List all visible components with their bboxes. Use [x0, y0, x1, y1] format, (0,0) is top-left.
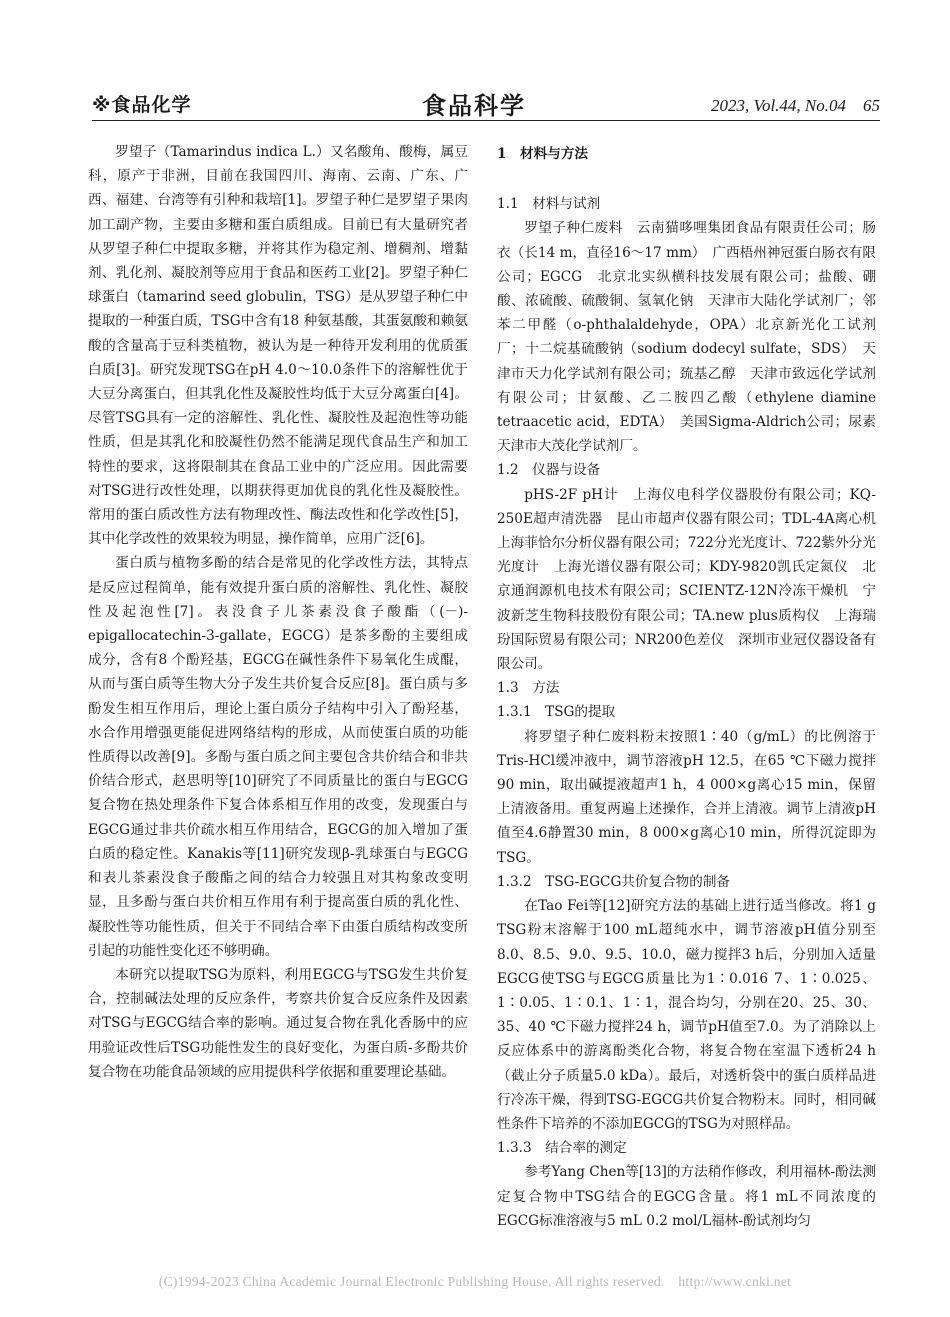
paragraph-complex-prep: 在Tao Fei等[12]研究方法的基础上进行适当修改。将1 g TSG粉末溶解于100 mL超纯水中，调节溶液pH值分别至8.0、8.5、9.0、9.5、10.0，磁力搅拌3 h后，分别加入适量EGCG使TSG与EGCG质量比为1∶0.016 7、1∶0.025、1∶0.05、1∶0.1、1∶1，混合均匀，分别在20、25、30、35、40 ℃下磁力搅拌24 h，调节pH值至7.0。为了消除以上反应体系中的游离酚类化合物，将复合物在室温下透析24 h（截止分子质量5.0 kDa）。最后，对透析袋中的蛋白质样品进行冷冻干燥，得到TSG-EGCG共价复合物粉末。同时，相同碱性条件下培养的不添加EGCG的TSG为对照样品。 — [497, 898, 876, 1132]
subsection-heading-1-1: 1.1 材料与试剂 — [497, 196, 601, 213]
copyright-footer: (C)1994-2023 China Academic Journal Electronic Publishing House. All rights reserved. http://www.cnki.net — [158, 1274, 792, 1289]
paragraph-intro-2: 蛋白质与植物多酚的结合是常见的化学改性方法，其特点是反应过程简单，能有效提升蛋白质的溶解性、乳化性、凝胶性及起泡性[7]。表没食子儿茶素没食子酸酯（(－)-epigallocatechin-3-gallate，EGCG）是茶多酚的主要组成成分，含有8 个酚羟基，EGCG在碱性条件下易氧化生成醌，从而与蛋白质等生物大分子发生共价复合反应[8]。蛋白质与多酚发生相互作用后，理论上蛋白质分子结构中引入了酚羟基，水合作用增强更能促进网络结构的形成，从而使蛋白质的功能性质得以改善[9]。多酚与蛋白质之间主要包含共价结合和非共价结合形式，赵思明等[10]研究了不同质量比的蛋白与EGCG复合物在热处理条件下复合体系相互作用的改变，发现蛋白与EGCG通过非共价疏水相互作用结合，EGCG的加入增加了蛋白质的稳定性。Kanakis等[11]研究发现β-乳球蛋白与EGCG和表儿茶素没食子酸酯之间的结合力较强且对其构象改变明显，且多酚与蛋白共价相互作用有利于提高蛋白质的乳化性、凝胶性等功能性质，但关于不同结合率下由蛋白质结构改变所引起的功能性变化还不够明确。 — [88, 555, 468, 959]
section-label: ※食品化学 — [92, 94, 192, 116]
paragraph-binding-rate: 参考Yang Chen等[13]的方法稍作修改，利用福林-酚法测定复合物中TSG结合的EGCG含量。将1 mL不同浓度的EGCG标准溶液与5 mL 0.2 mol/L福林-酚试剂均匀 — [497, 1164, 876, 1229]
subsection-heading-1-3-2: 1.3.2 TSG-EGCG共价复合物的制备 — [497, 873, 731, 890]
subsection-heading-1-3: 1.3 方法 — [497, 680, 560, 697]
left-column — [88, 140, 468, 1084]
paragraph-instruments: pHS-2F pH计 上海仪电科学仪器股份有限公司；KQ-250E超声清洗器 昆山市超声仪器有限公司；TDL-4A离心机 上海菲恰尔分析仪器有限公司；722分光光度计、722紫外分光光度计 上海光谱仪器有限公司；KDY-9820凯氏定氮仪 北京通润源机电技术有限公司；SCIENTZ-12N冷冻干燥机 宁波新芝生物科技股份有限公司；TA.new plus质构仪 上海瑞玢国际贸易有限公司；NR200色差仪 深圳市业冠仪器设备有限公司。 — [497, 486, 890, 673]
paragraph-intro-3: 本研究以提取TSG为原料，利用EGCG与TSG发生共价复合，控制碱法处理的反应条件，考察共价复合反应条件及因素对TSG与EGCG结合率的影响。通过复合物在乳化香肠中的应用验证改性后TSG功能性发生的良好变化，为蛋白质-多酚共价复合物在功能食品领域的应用提供科学依据和重要理论基础。 — [88, 966, 468, 1080]
issue-info: 2023, Vol.44, No.04 65 — [710, 96, 880, 115]
journal-title: 食品科学 — [422, 92, 526, 120]
paragraph-intro-1: 罗望子（Tamarindus indica L.）又名酸角、酸梅，属豆科，原产于非洲，目前在我国四川、海南、云南、广东、广西、福建、台湾等有引种和栽培[1]。罗望子种仁是罗望子果肉加工副产物，主要由多糖和蛋白质组成。目前已有大量研究者从罗望子种仁中提取多糖，并将其作为稳定剂、增稠剂、增黏剂、乳化剂、凝胶剂等应用于食品和医药工业[2]。罗望子种仁球蛋白（tamarind seed globulin，TSG）是从罗望子种仁中提取的一种蛋白质，TSG中含有18 种氨基酸，其蛋氨酸和赖氨酸的含量高于豆科类植物，被认为是一种待开发利用的优质蛋白质[3]。研究发现TSG在pH 4.0～10.0条件下的溶解性优于大豆分离蛋白，但其乳化性及凝胶性均低于大豆分离蛋白[4]。尽管TSG具有一定的溶解性、乳化性、凝胶性及起泡性等功能性质，但是其乳化和胶凝性仍然不能满足现代食品生产和加工特性的要求，这将限制其在食品工业中的广泛应用。因此需要对TSG进行改性处理，以期获得更加优良的乳化性及凝胶性。常用的蛋白质改性方法有物理改性、酶法改性和化学改性[5]，其中化学改性的效果较为明显，操作简单，应用广泛[6]。 — [88, 144, 468, 548]
section-heading-1: 1 材料与方法 — [497, 146, 589, 162]
subsection-heading-1-2: 1.2 仪器与设备 — [497, 462, 601, 479]
subsection-heading-1-3-3: 1.3.3 结合率的测定 — [497, 1140, 627, 1157]
right-column — [497, 140, 890, 1233]
paragraph-extraction: 将罗望子种仁废料粉末按照1∶40（g/mL）的比例溶于Tris-HCl缓冲液中，调节溶液pH 12.5，在65 ℃下磁力搅拌90 min，取出碱提液超声1 h，4 000×g离心15 min，保留上清液备用。重复两遍上述操作，合并上清液。调节上清液pH值至4.6静置30 min，8 000×g离心10 min，所得沉淀即为TSG。 — [497, 728, 876, 866]
paragraph-materials: 罗望子种仁废料 云南猫哆哩集团食品有限责任公司；肠衣（长14 m，直径16～17 mm） 广西梧州神冠蛋白肠衣有限公司；EGCG 北京北实纵横科技发展有限公司；盐酸、硼酸、浓硫酸、硫酸铜、氢氧化钠 天津市大陆化学试剂厂；邻苯二甲醛（o-phthalaldehyde，OPA）北京新光化工试剂厂；十二烷基硫酸钠（sodium dodecyl sulfate，SDS） 天津市天力化学试剂有限公司；巯基乙醇 天津市致远化学试剂有限公司；甘氨酸、乙二胺四乙酸（ethylene diamine tetraacetic acid，EDTA） 美国Sigma-Aldrich公司；尿素 天津市大茂化学试剂厂。 — [497, 220, 890, 455]
running-header — [92, 86, 880, 122]
subsection-heading-1-3-1: 1.3.1 TSG的提取 — [497, 704, 616, 721]
header-rule — [92, 120, 880, 121]
